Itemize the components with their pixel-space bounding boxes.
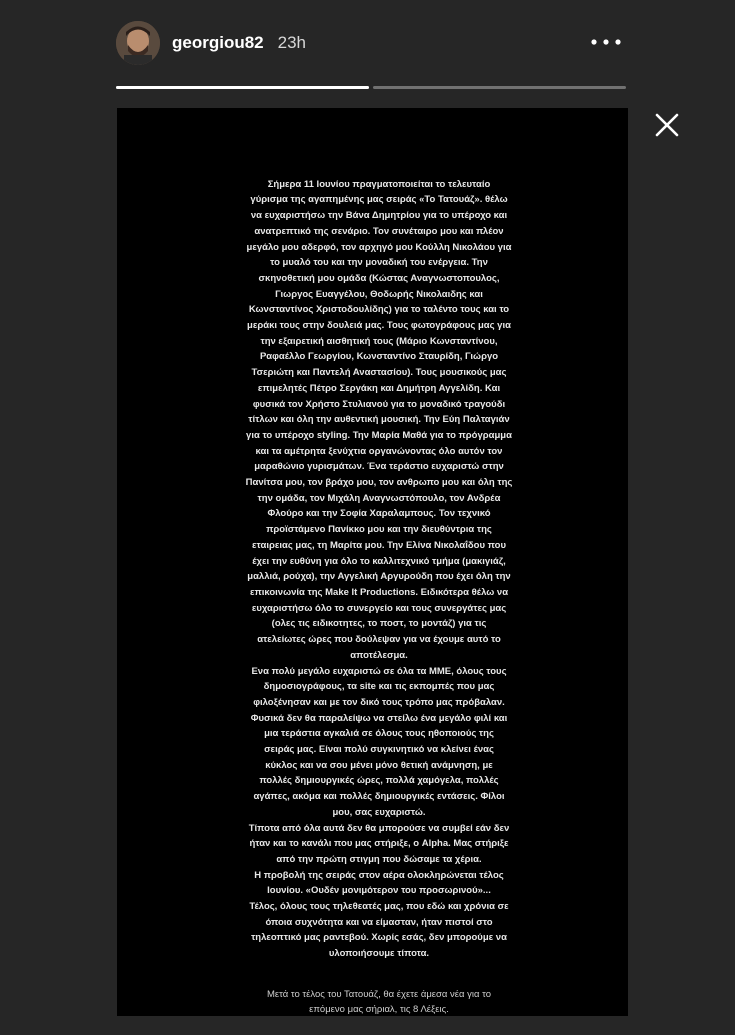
story-line: Τσεριώτη και Παντελή Αναστασίου). Τους μουσικούς μας	[251, 367, 507, 379]
story-line: σκηνοθετική μου ομάδα (Κώστας Αναγνωστοπουλος,	[258, 272, 500, 284]
story-line: κύκλος και να σου μένει μόνο θετική ανάμνηση, με	[265, 759, 493, 771]
story-line: Ιουνίου. «Ουδέν μονιμότερον του προσωρινού»...	[267, 885, 491, 897]
story-line: Η προβολή της σειράς στον αέρα ολοκληρώνεται τέλος	[254, 869, 504, 881]
story-line: όποια συχνότητα και να είμασταν, ήταν πιστοί στο	[265, 916, 493, 928]
story-body	[209, 177, 549, 962]
story-line: για το υπέροχο styling. Την Μαρία Μαθά για το πρόγραμμα	[246, 429, 512, 441]
story-line: φυσικά τον Χρήστο Στυλιανού για το μοναδικό τραγούδι	[252, 398, 506, 410]
story-line: μου, σας ευχαριστώ.	[332, 806, 426, 818]
story-footer-line: επόμενο μας σήριαλ, τις 8 Λέξεις.	[309, 1004, 449, 1016]
story-line: την εξαιρετική αισθητική τους (Μάριο Κωνσταντίνου,	[260, 335, 498, 347]
story-line: την ομάδα, τον Μιχάλη Αναγνωστόπουλο, τον Ανδρέα	[257, 492, 501, 504]
close-button[interactable]	[650, 108, 684, 142]
story-line: πολλές δημιουργικές ώρες, πολλά χαμόγελα, πολλές	[259, 775, 499, 787]
story-line: μια τεράστια αγκαλιά σε όλους τους ηθοποιούς της	[264, 728, 494, 740]
story-line: ανατρεπτικό της σενάριο. Τον συνέταιρο μου και πλέον	[254, 225, 504, 237]
story-line: αγάπες, ακόμα και πολλές δημιουργικές εντάσεις. Φίλοι	[253, 791, 505, 803]
story-line: σειράς μας. Είναι πολύ συγκινητικό να κλείνει ένας	[264, 744, 494, 756]
story-line: έχει την ευθύνη για όλο το καλλιτεχνικό τμήμα (μακιγιάζ,	[252, 555, 506, 567]
story-line: μεράκι τους στην δουλειά μας. Τους φωτογράφους μας για	[247, 320, 511, 332]
story-header	[116, 20, 636, 66]
story-line: ατελείωτες ώρες που δούλεψαν για να έχουμε αυτό το	[257, 634, 501, 646]
story-line: Φλούρο και την Σοφία Χαραλαμπους. Τον τεχνικό	[267, 508, 491, 520]
more-options-button[interactable]	[586, 32, 626, 52]
story-line: ήταν και το κανάλι που μας στήριξε, ο Alpha. Μας στήριξε	[249, 838, 509, 850]
story-line: το μυαλό του και την μοναδική του ενέργεια. Την	[270, 257, 488, 269]
story-line: Σήμερα 11 Ιουνίου πραγματοποιείται το τελευταίο	[267, 178, 491, 190]
story-text	[209, 161, 549, 1016]
username[interactable]: georgiou82	[172, 33, 264, 52]
story-line: αποτέλεσμα.	[350, 649, 408, 661]
story-line: μαραθώνιο γυρισμάτων. Ένα τεράστιο ευχαριστώ στην	[254, 461, 504, 473]
story-line: επιμελητές Πέτρο Σεργάκη και Δημήτρη Αγγελίδη. Και	[257, 382, 501, 394]
story-line: γύρισμα της αγαπημένης μας σειράς «Το Τατουάζ». θέλω	[250, 194, 508, 206]
progress-segment	[373, 86, 626, 89]
story-line: Γιωργος Ευαγγέλου, Θοδωρής Νικολαιδης και	[275, 288, 483, 300]
progress-fill	[116, 86, 369, 89]
story-line: Τέλος, όλους τους τηλεθεατές μας, που εδώ και χρόνια σε	[249, 901, 509, 913]
story-line: Τίποτα από όλα αυτά δεν θα μπορούσε να συμβεί εάν δεν	[248, 822, 510, 834]
story-content[interactable]	[117, 108, 628, 1016]
story-footer-line: Μετά το τέλος του Τατουάζ, θα έχετε άμεσα νέα για το	[266, 988, 492, 1000]
more-horizontal-icon	[591, 39, 621, 45]
post-time: 23h	[277, 33, 306, 52]
story-line: Ραφαέλλο Γεωργίου, Κωνσταντίνο Σταυρίδη, Γιώργο	[259, 351, 499, 363]
story-line: εταιρειας μας, τη Μαρίτα μου. Την Ελίνα Νικολαΐδου που	[252, 539, 506, 551]
story-line: δημοσιογράφους, τα site και τις εκπομπές που μας	[263, 681, 495, 693]
story-line: Ενα πολύ μεγάλο ευχαριστώ σε όλα τα ΜΜΕ, όλους τους	[251, 665, 507, 677]
story-footer	[209, 987, 549, 1016]
story-line: να ευχαριστήσω την Βάνα Δημητρίου για το υπέροχο και	[250, 210, 508, 222]
story-line: επικοινωνία της Make It Productions. Ειδικότερα θέλω να	[249, 586, 509, 598]
story-line: φιλοξένησαν και με τον δικό τους τρόπο μας πρόβαλαν.	[253, 696, 505, 708]
close-icon	[654, 112, 680, 138]
story-progress-bar	[116, 86, 626, 89]
progress-segment	[116, 86, 369, 89]
story-line: τίτλων και όλη την αυθεντική μουσική. Την Εύη Παλταγιάν	[248, 414, 510, 426]
story-line: μαλλιά, ρούχα), την Αγγελική Αργυρούδη που έχει όλη την	[247, 571, 511, 583]
avatar[interactable]	[116, 21, 160, 65]
story-line: από την πρώτη στιγμη που δώσαμε τα χέρια.	[276, 853, 482, 865]
story-line: μεγάλο μου αδερφό, τον αρχηγό μου Κούλλη Νικολάου για	[246, 241, 512, 253]
story-line: υλοποιήσουμε τίποτα.	[328, 948, 430, 960]
story-line: Κωνσταντίνος Χριστοδουλίδης) για το ταλέντο τους και το	[248, 304, 510, 316]
story-line: (ολες τις ειδικοτητες, το ποστ, το μοντάζ) για τις	[271, 618, 487, 630]
story-line: τηλεοπτικό μας ραντεβού. Χωρίς εσάς, δεν μπορούμε να	[251, 932, 507, 944]
story-line: ευχαριστήσω όλο το συνεργείο και τους συνεργάτες μας	[251, 602, 507, 614]
story-line: Φυσικά δεν θα παραλείψω να στείλω ένα μεγάλο φιλί και	[250, 712, 508, 724]
story-line: προϊστάμενο Πανίκκο μου και την διευθύντρια της	[266, 524, 492, 536]
avatar-image	[116, 21, 160, 65]
story-line: Πανίτσα μου, τον βράχο μου, τον ανθρωπο μου και όλη της	[245, 477, 513, 489]
story-line: και τα αμέτρητα ξενύχτια οργανώνοντας όλο αυτόν τον	[255, 445, 503, 457]
